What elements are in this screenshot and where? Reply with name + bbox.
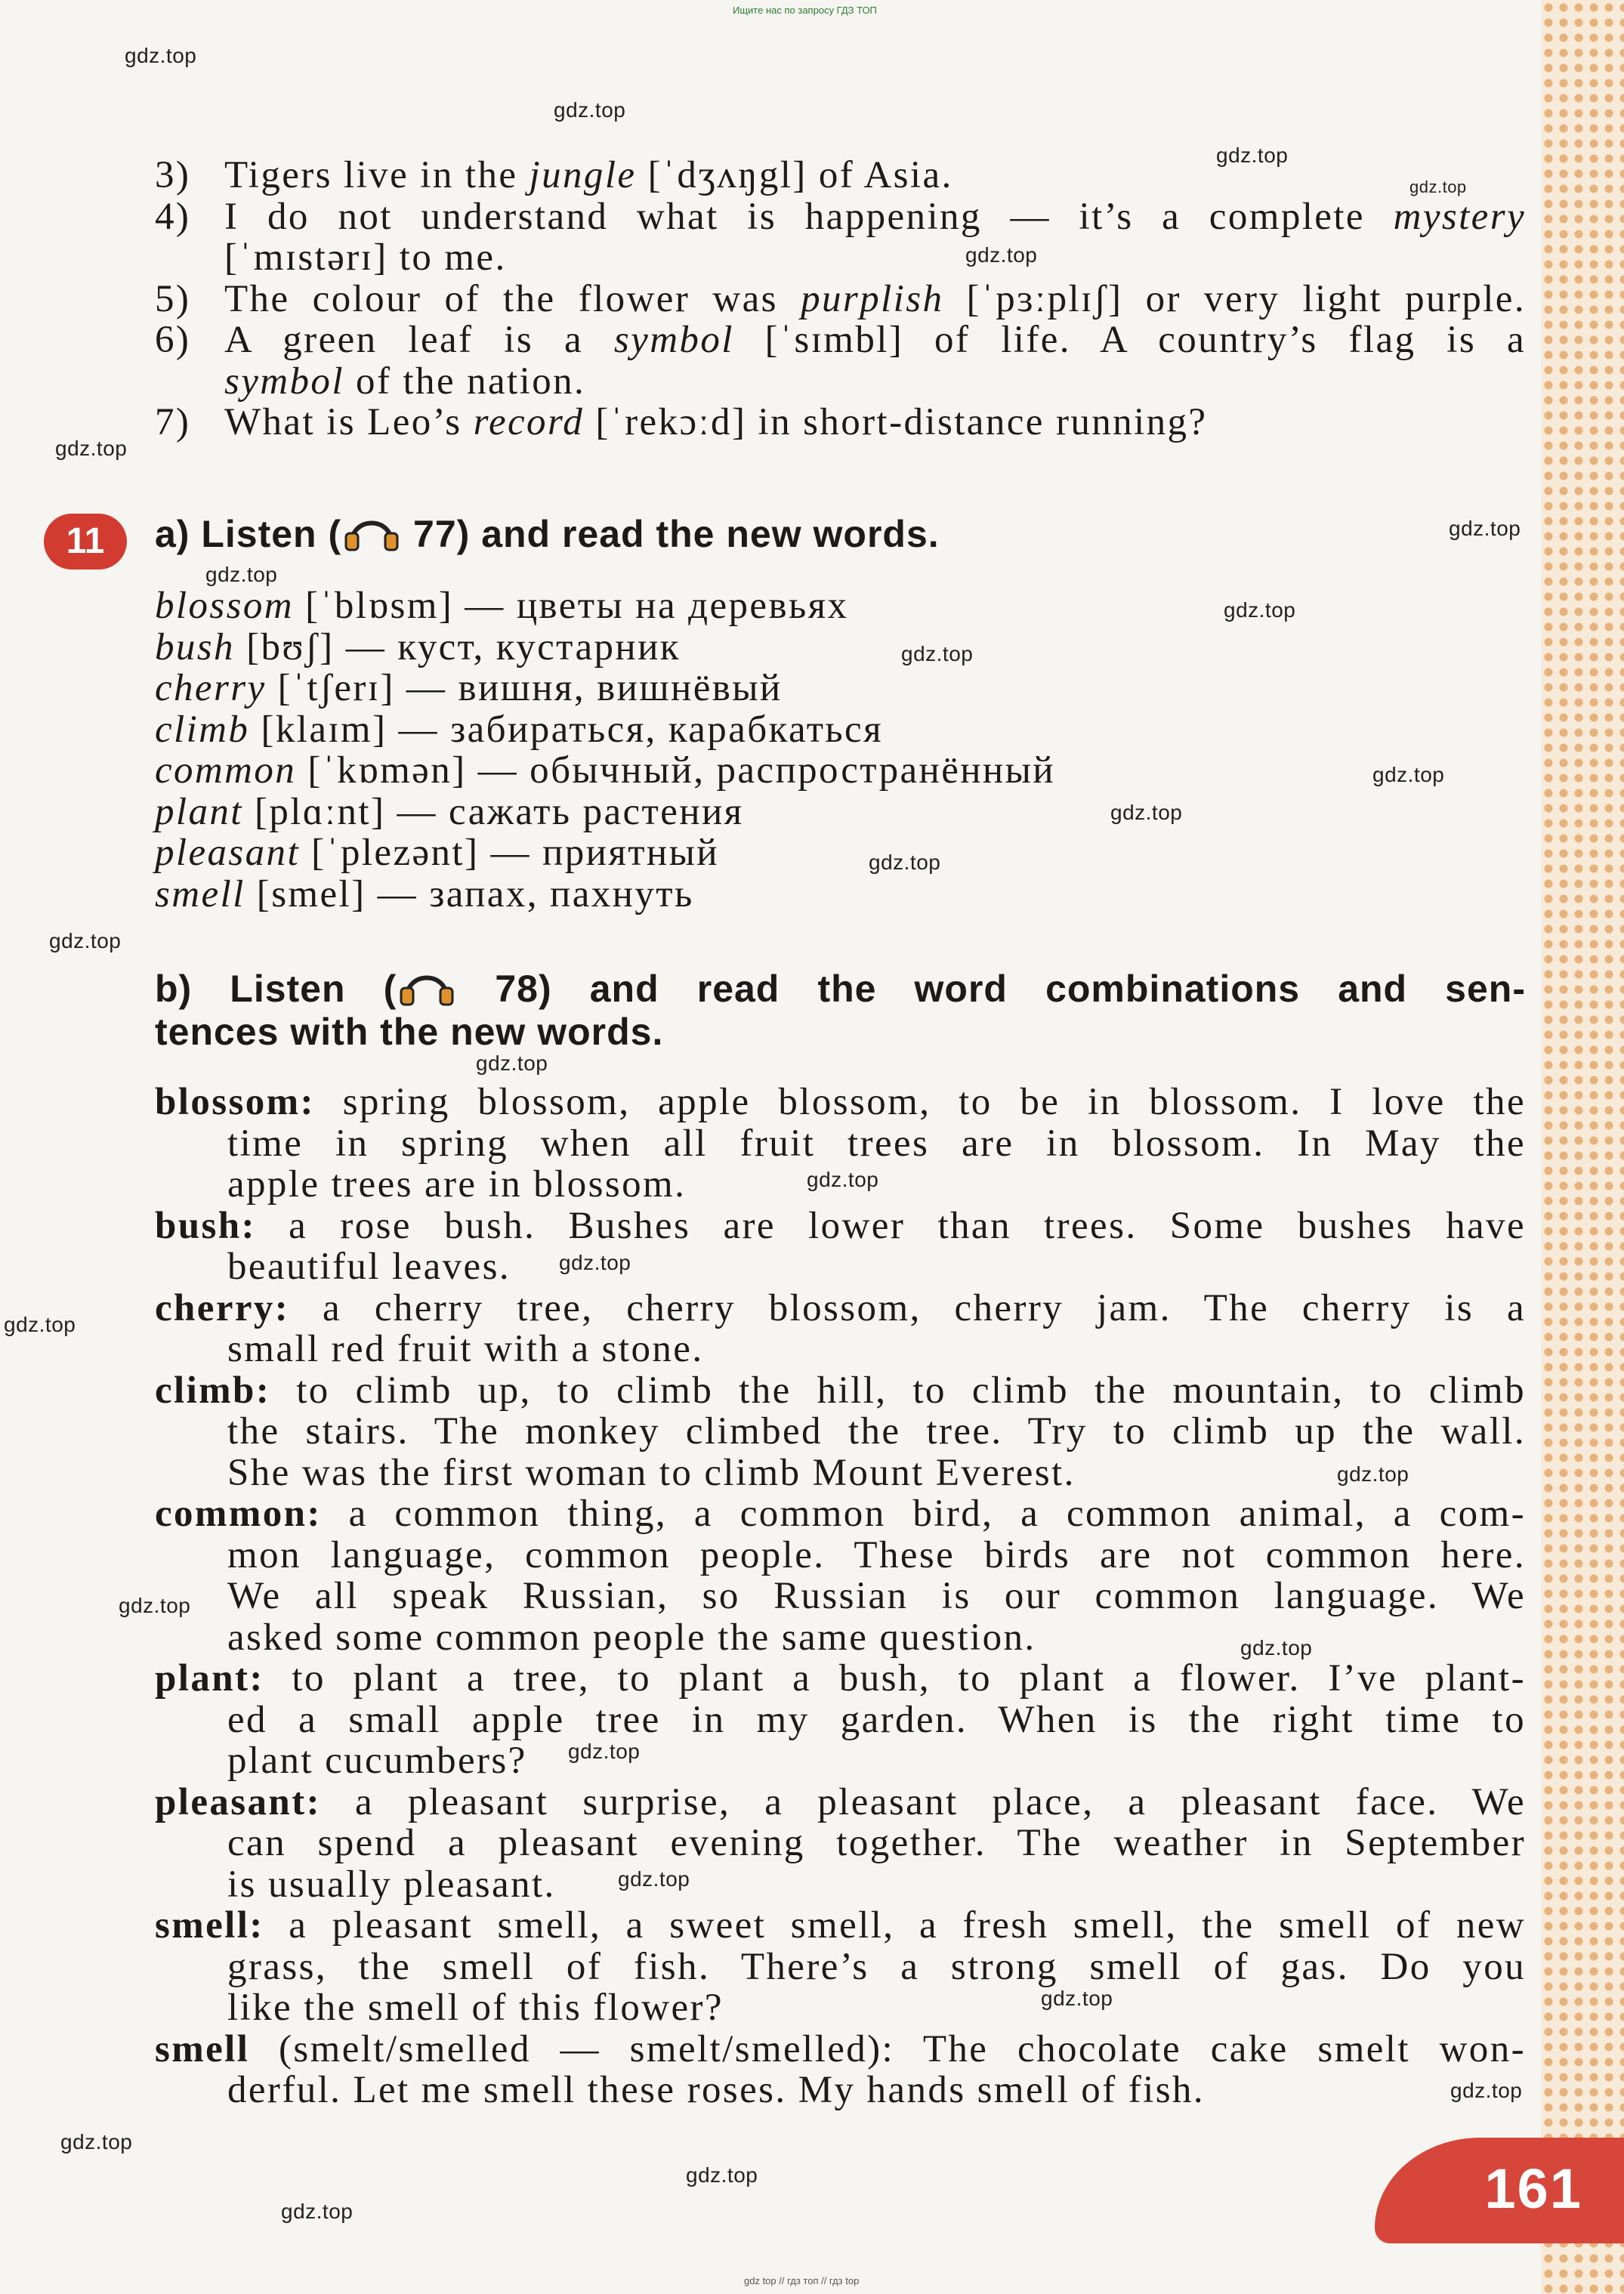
watermark: gdz.top xyxy=(559,1251,631,1274)
watermark: gdz.top xyxy=(1372,763,1445,786)
combination-line xyxy=(155,1370,1526,1412)
task-11b-title-end: 78) and read the word combinations and sen- xyxy=(457,968,1526,1010)
combination-text: can spend a pleasant evening together. The weather in September xyxy=(227,1822,1526,1864)
exercise-item-continued xyxy=(155,361,1526,403)
exercise-item xyxy=(155,279,1526,320)
text-run: The colour of the flower was xyxy=(224,277,801,320)
vocabulary-translation: [smel] — запах, пахнуть xyxy=(245,872,694,915)
combination-text: small red fruit with a stone. xyxy=(227,1328,704,1370)
item-number: 6) xyxy=(155,319,191,361)
watermark: gdz.top xyxy=(1449,517,1521,540)
task-11b-title-start: b) Listen ( xyxy=(155,968,397,1010)
vocabulary-entry xyxy=(155,709,1526,751)
vocabulary-translation: [ˈtʃerɪ] — вишня, вишнёвый xyxy=(266,667,783,709)
combination-text: to plant a tree, to plant a bush, to plant a flower. I’ve plant- xyxy=(264,1657,1526,1700)
watermark: gdz.top xyxy=(1409,178,1467,196)
item-number: 7) xyxy=(155,401,191,443)
watermark: gdz.top xyxy=(60,2130,133,2154)
text-run: [ˈdʒʌŋgl] of Asia. xyxy=(636,154,953,196)
combination-line xyxy=(155,1493,1526,1535)
watermark: gdz.top xyxy=(1224,598,1296,622)
text-run: [ˈrekɔːd] in short-distance running? xyxy=(584,401,1208,443)
combination-headword: cherry: xyxy=(155,1286,290,1329)
combination-text: to climb up, to climb the hill, to climb the mountain, to climb xyxy=(270,1369,1526,1412)
combination-headword: blossom: xyxy=(155,1081,315,1123)
vocabulary-translation: [klaɪm] — забираться, карабкаться xyxy=(249,708,883,751)
vocabulary-entry xyxy=(155,750,1526,792)
text-run: A green leaf is a xyxy=(224,319,614,361)
combination-headword: bush: xyxy=(155,1204,256,1247)
text-run: What is Leo’s xyxy=(224,401,474,443)
combination-text: a pleasant surprise, a pleasant place, a pleasant face. We xyxy=(320,1780,1526,1823)
watermark: gdz.top xyxy=(1216,144,1289,167)
key-word: jungle xyxy=(529,154,637,196)
vocabulary-translation: [ˈblɒsm] — цветы на деревьях xyxy=(294,585,849,627)
word-combinations xyxy=(155,1082,1526,2111)
combination-line xyxy=(155,1823,1526,1864)
combination-line xyxy=(155,1987,1526,2029)
combination-text: We all speak Russian, so Russian is our common language. We xyxy=(227,1575,1526,1617)
vocabulary-entry xyxy=(155,832,1526,874)
combination-line xyxy=(155,1782,1526,1823)
vocabulary-translation: [bʊʃ] — куст, кустарник xyxy=(234,625,681,668)
combination-text: apple trees are in blossom. xyxy=(227,1163,687,1206)
item-number: 4) xyxy=(155,195,191,238)
watermark: gdz.top xyxy=(1450,2079,1523,2102)
combination-line xyxy=(155,1864,1526,1906)
watermark: gdz.top xyxy=(618,1867,690,1891)
previous-exercise-items xyxy=(155,155,1526,443)
combination-line xyxy=(155,1246,1526,1288)
watermark: gdz.top xyxy=(901,642,974,665)
vocabulary-word: bush xyxy=(155,625,235,668)
key-word: purplish xyxy=(801,277,944,320)
exercise-item xyxy=(155,196,1526,238)
text-run: Tigers live in the xyxy=(224,154,529,196)
combination-text: plant cucumbers? xyxy=(227,1740,527,1782)
item-number: 5) xyxy=(155,277,191,320)
vocabulary-entry xyxy=(155,792,1526,833)
watermark: gdz.top xyxy=(686,2163,758,2187)
vocabulary-word: climb xyxy=(155,708,250,751)
text-run: [ˈsɪmbl] of life. A country’s flag is a xyxy=(733,319,1526,361)
vocabulary-translation: [plɑːnt] — сажать растения xyxy=(242,790,744,833)
combination-headword: common: xyxy=(155,1493,322,1535)
page-number: 161 xyxy=(1484,2157,1582,2220)
combination-line xyxy=(155,1617,1526,1659)
combination-text: derful. Let me smell these roses. My hands smell of fish. xyxy=(227,2069,1205,2111)
combination-text: mon language, common people. These birds are not common here. xyxy=(227,1533,1526,1576)
text-run: I do not understand what is happening — it’s a complete xyxy=(224,195,1394,238)
watermark: gdz.top xyxy=(281,2200,354,2223)
combination-line xyxy=(155,1700,1526,1741)
combination-text: is usually pleasant. xyxy=(227,1863,556,1906)
combination-text: (smelt/smelled — smelt/smelled): The chocolate cake smelt won- xyxy=(249,2027,1526,2070)
combination-line xyxy=(155,1453,1526,1494)
watermark: gdz.top xyxy=(476,1051,548,1075)
combination-text: grass, the smell of fish. There’s a strong smell of gas. Do you xyxy=(227,1945,1526,1988)
vocabulary-word: blossom xyxy=(155,585,294,627)
vocabulary-entry xyxy=(155,627,1526,668)
vocabulary-entry xyxy=(155,874,1526,915)
combination-text: beautiful leaves. xyxy=(227,1246,511,1288)
combination-line xyxy=(155,1329,1526,1370)
watermark: gdz.top xyxy=(568,1740,641,1763)
watermark: gdz.top xyxy=(4,1313,76,1336)
combination-text: time in spring when all fruit trees are in blossom. In May the xyxy=(227,1122,1526,1165)
exercise-item-continued: [ˈmɪstərɪ] to me. xyxy=(224,236,507,279)
item-number: 3) xyxy=(155,154,191,196)
combination-line xyxy=(155,1206,1526,1247)
task-11a-title-end: 77) and read the new words. xyxy=(402,513,940,555)
watermark: gdz.top xyxy=(125,44,197,67)
key-word: symbol xyxy=(224,360,344,403)
headphones-icon xyxy=(341,512,402,551)
vocabulary-word: cherry xyxy=(155,667,267,709)
combination-headword: climb: xyxy=(155,1369,271,1412)
combination-line xyxy=(155,1576,1526,1617)
combination-text: like the smell of this flower? xyxy=(227,1987,724,2029)
combination-text: the stairs. The monkey climbed the tree. Try to climb up the wall. xyxy=(227,1410,1526,1453)
combination-headword: smell xyxy=(155,2027,250,2070)
task-11b-title xyxy=(155,967,1526,1054)
combination-line xyxy=(155,1288,1526,1329)
vocabulary-word: smell xyxy=(155,872,245,915)
combination-headword: smell: xyxy=(155,1904,264,1947)
combination-text: a rose bush. Bushes are lower than trees. Some bushes have xyxy=(255,1204,1526,1247)
combination-text: asked some common people the same question. xyxy=(227,1616,1036,1659)
combination-line xyxy=(155,1535,1526,1576)
key-word: mystery xyxy=(1393,195,1526,238)
vocabulary-list xyxy=(155,585,1526,915)
watermark: gdz.top xyxy=(1240,1636,1313,1660)
combination-text: ed a small apple tree in my garden. When is the right time to xyxy=(227,1698,1526,1741)
key-word: symbol xyxy=(613,319,734,361)
combination-text: spring blossom, apple blossom, to be in blossom. I love the xyxy=(314,1081,1526,1123)
vocabulary-word: plant xyxy=(155,790,243,833)
watermark: gdz.top xyxy=(1337,1462,1409,1486)
combination-line xyxy=(155,2029,1526,2070)
watermark: gdz.top xyxy=(554,98,626,122)
combination-line xyxy=(155,1947,1526,1988)
combination-text: a pleasant smell, a sweet smell, a fresh smell, the smell of new xyxy=(264,1904,1526,1947)
combination-headword: pleasant: xyxy=(155,1780,321,1823)
vocabulary-word: common xyxy=(155,749,297,792)
headphones-icon xyxy=(397,967,457,1006)
combination-text: a cherry tree, cherry blossom, cherry jam. The cherry is a xyxy=(289,1286,1526,1329)
vocabulary-entry xyxy=(155,668,1526,709)
combination-line xyxy=(155,1658,1526,1700)
combination-line xyxy=(155,1082,1526,1123)
text-run: [ˈpɜːplɪʃ] or very light purple. xyxy=(943,277,1526,320)
bottom-note: gdz top // гдз топ // гдз top xyxy=(744,2275,860,2286)
combination-line xyxy=(155,1740,1526,1782)
top-note: Ищите нас по запросу ГДЗ ТОП xyxy=(733,5,877,16)
vocabulary-translation: [ˈplezənt] — приятный xyxy=(300,832,719,874)
combination-line xyxy=(155,1123,1526,1165)
watermark: gdz.top xyxy=(1041,1987,1113,2010)
exercise-item xyxy=(155,320,1526,361)
task-11a-title-start: a) Listen ( xyxy=(155,513,342,555)
vocabulary-entry xyxy=(155,585,1526,627)
watermark: gdz.top xyxy=(49,929,122,952)
watermark: gdz.top xyxy=(55,437,128,460)
text-run: of the nation. xyxy=(344,360,586,403)
task-number-badge: 11 xyxy=(44,514,127,570)
combination-text: She was the first woman to climb Mount Everest. xyxy=(227,1451,1076,1494)
combination-headword: plant: xyxy=(155,1657,264,1700)
exercise-item xyxy=(155,155,1526,196)
combination-line xyxy=(155,1905,1526,1947)
task-11b-title-line2: tences with the new words. xyxy=(155,1011,664,1053)
task-11a-title xyxy=(155,512,1526,556)
combination-line xyxy=(155,1411,1526,1453)
watermark: gdz.top xyxy=(1110,801,1183,824)
watermark: gdz.top xyxy=(205,563,278,586)
combination-text: a common thing, a common bird, a common animal, a com- xyxy=(321,1493,1526,1535)
key-word: record xyxy=(473,401,585,443)
exercise-item xyxy=(155,402,1526,443)
dotted-margin xyxy=(1541,0,1624,2294)
watermark: gdz.top xyxy=(119,1594,191,1617)
vocabulary-word: pleasant xyxy=(155,832,301,874)
combination-line xyxy=(155,2070,1526,2111)
watermark: gdz.top xyxy=(965,243,1038,267)
watermark: gdz.top xyxy=(869,851,941,874)
watermark: gdz.top xyxy=(807,1168,879,1191)
vocabulary-translation: [ˈkɒmən] — обычный, распространённый xyxy=(296,749,1055,792)
